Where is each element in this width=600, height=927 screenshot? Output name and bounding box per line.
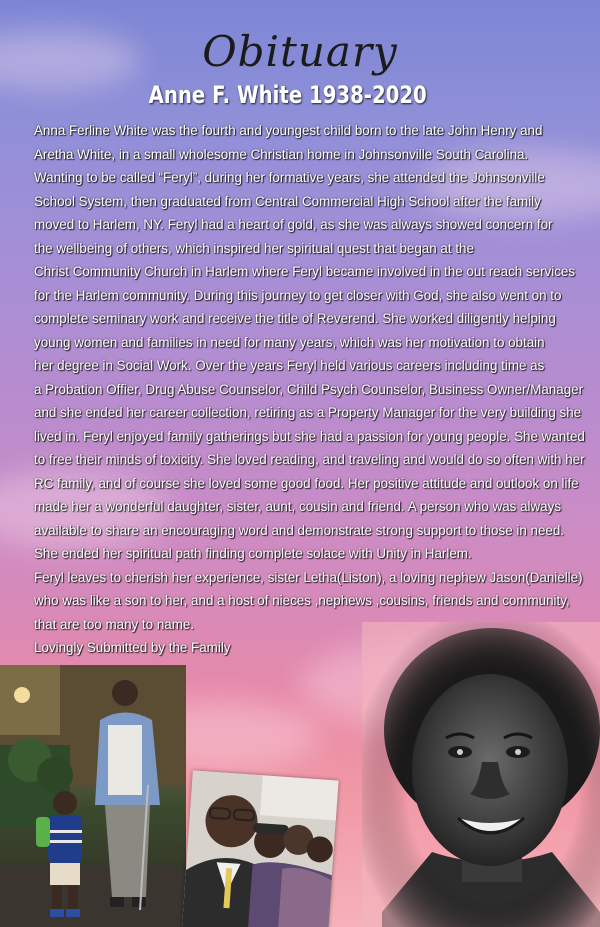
obituary-line: School System, then graduated from Central Commercial High School after the family — [34, 193, 541, 209]
obituary-line: her degree in Social Work. Over the years Feryl held various careers including time as — [34, 358, 545, 373]
family-photo-outdoor — [0, 665, 186, 927]
selfie-photo-illustration — [182, 770, 339, 927]
obituary-line: who was like a son to her, and a host of nieces ,nephews ,cousins, friends and community, — [34, 593, 570, 608]
obituary-line: to free their minds of toxicity. She loved reading, and traveling and would do so often with her — [34, 452, 585, 467]
obituary-line: a Probation Offier, Drug Abuse Counselor, Child Psych Counselor, Business Owner/Manager — [34, 381, 584, 397]
obituary-line: Wanting to be called “Feryl”, during her formative years, she attended the Johnsonville — [34, 170, 545, 185]
obituary-line: made her a wonderful daughter, sister, aunt, cousin and friend. A person who was always — [34, 499, 562, 514]
obituary-line: Lovingly Submitted by the Family — [34, 640, 231, 655]
portrait-illustration — [362, 622, 600, 927]
obituary-line: She ended her spiritual path finding complete solace with Unity in Harlem. — [34, 546, 472, 561]
obituary-line: available to share an encouraging word and demonstrate strong support to those in need. — [34, 522, 565, 538]
obituary-line: RC family, and of course she loved some good food. Her positive attitude and outlook on life — [34, 475, 579, 491]
obituary-line: that are too many to name. — [34, 616, 195, 632]
name-and-dates-title: Anne F. White 1938-2020 — [148, 81, 427, 109]
obituary-line: young women and families in need for many years, which was her motivation to obtain — [34, 334, 545, 350]
obituary-line: for the Harlem community. During this journey to get closer with God, she also went on to — [34, 287, 562, 303]
obituary-text — [34, 119, 594, 660]
obituary-line: Feryl leaves to cherish her experience, sister Letha(Liston), a loving nephew Jason(Danielle) — [34, 569, 583, 585]
obituary-line: Christ Community Church in Harlem where Feryl became involved in the out reach services — [34, 264, 576, 279]
obituary-line: lived in. Feryl enjoyed family gatherings but she had a passion for young people. She wanted — [34, 428, 585, 444]
obituary-line: the wellbeing of others, which inspired her spiritual quest that began at the — [34, 240, 474, 256]
obituary-line: and she ended her career collection, retiring as a Property Manager for the very building she — [34, 405, 582, 420]
obituary-line: complete seminary work and receive the title of Reverend. She worked diligently helping — [34, 311, 556, 326]
outdoor-photo-illustration — [0, 665, 186, 927]
obituary-line: Anna Ferline White was the fourth and youngest child born to the late John Henry and — [34, 123, 543, 138]
portrait-photo — [362, 622, 600, 927]
family-photo-selfie — [182, 770, 339, 927]
obituary-script-title: Obituary — [202, 27, 398, 76]
obituary-line: Aretha White, in a small wholesome Christian home in Johnsonville South Carolina. — [34, 146, 529, 162]
obituary-line: moved to Harlem, NY. Feryl had a heart of gold, as she was always showed concern for — [34, 217, 553, 232]
